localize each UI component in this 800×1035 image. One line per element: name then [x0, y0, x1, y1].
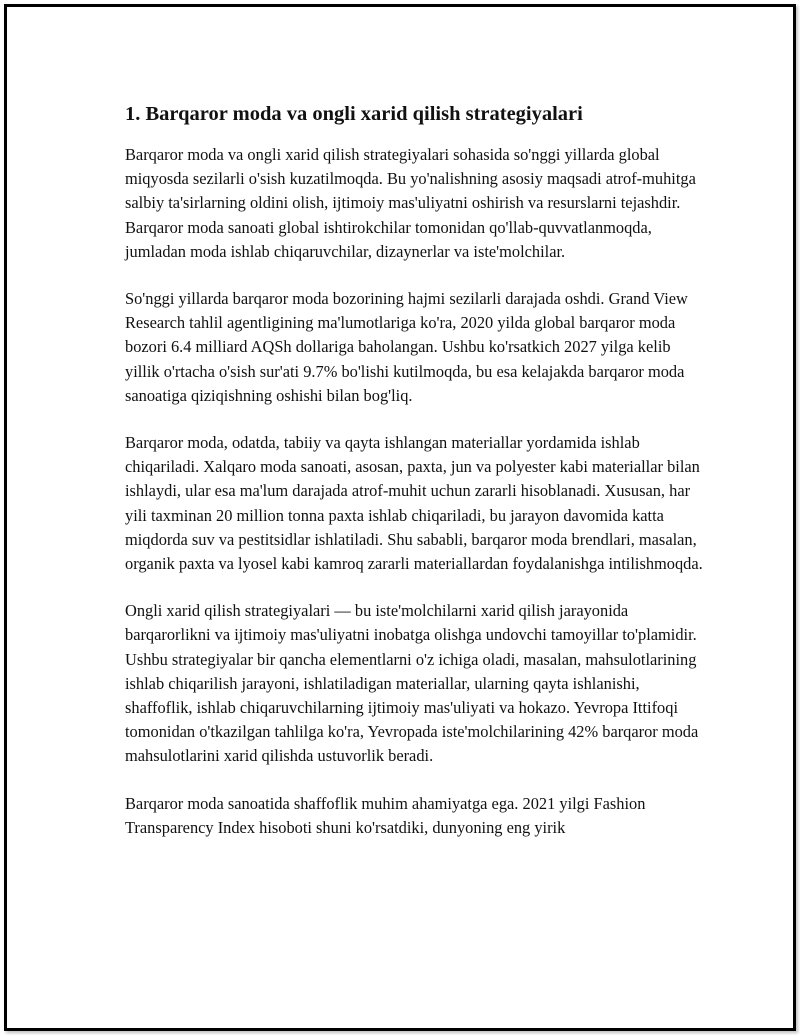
document-page [4, 4, 796, 1031]
paragraph: Barqaror moda va ongli xarid qilish strategiyalari sohasida so'nggi yillarda global miqyosda sezilarli o'sish kuzatilmoqda. Bu yo'nalishning asosiy maqsadi atrof-muhitga salbiy ta'sirlarning oldini olish, ijtimoiy mas'uliyatni oshirish va resurslarni tejashdir. Barqaror moda sanoati global ishtirokchilar tomonidan qo'llab-quvvatlanmoqda, jumladan moda ishlab chiqaruvchilar, dizaynerlar va iste'molchilar. [125, 145, 696, 261]
paragraph: Ongli xarid qilish strategiyalari — bu iste'molchilarni xarid qilish jarayonida barqarorlikni va ijtimoiy mas'uliyatni inobatga olishga undovchi tamoyillar to'plamidir. Ushbu strategiyalar bir qancha elementlarni o'z ichiga oladi, masalan, mahsulotlarining ishlab chiqarilish jarayoni, ishlatiladigan materiallar, ularning qayta ishlanishi, shaffoflik, ishlab chiqaruvchilarning ijtimoiy mas'uliyati va hokazo. Yevropa Ittifoqi tomonidan o'tkazilgan tahlilga ko'ra, Yevropada iste'molchilarining 42% barqaror moda mahsulotlarini xarid qilishda ustuvorlik beradi. [125, 601, 699, 766]
paragraph: So'nggi yillarda barqaror moda bozorining hajmi sezilarli darajada oshdi. Grand View Research tahlil agentligining ma'lumotlariga ko'ra, 2020 yilda global barqaror moda bozori 6.4 milliard AQSh dollariga baholangan. Ushbu ko'rsatkich 2027 yilga kelib yillik o'rtacha o'sish sur'ati 9.7% bo'lishi kutilmoqda, bu esa kelajakda barqaror moda sanoatiga qiziqishning oshishi bilan bog'liq. [125, 289, 688, 405]
document-content [125, 101, 705, 840]
paragraph: Barqaror moda sanoatida shaffoflik muhim ahamiyatga ega. 2021 yilgi Fashion Transparency Index hisoboti shuni ko'rsatdiki, dunyoning eng yirik [125, 793, 646, 837]
paragraph: Barqaror moda, odatda, tabiiy va qayta ishlangan materiallar yordamida ishlab chiqariladi. Xalqaro moda sanoati, asosan, paxta, jun va polyester kabi materiallar bilan ishlaydi, ular esa ma'lum darajada atrof-muhit uchun zararli hisoblanadi. Xususan, har yili taxminan 20 million tonna paxta ishlab chiqariladi, bu jarayon davomida katta miqdorda suv va pestitsidlar ishlatiladi. Shu sababli, barqaror moda brendlari, masalan, organik paxta va lyosel kabi kamroq zararli materiallardan foydalanishga intilishmoqda. [125, 433, 703, 574]
section-heading: 1. Barqaror moda va ongli xarid qilish strategiyalari [125, 103, 583, 125]
